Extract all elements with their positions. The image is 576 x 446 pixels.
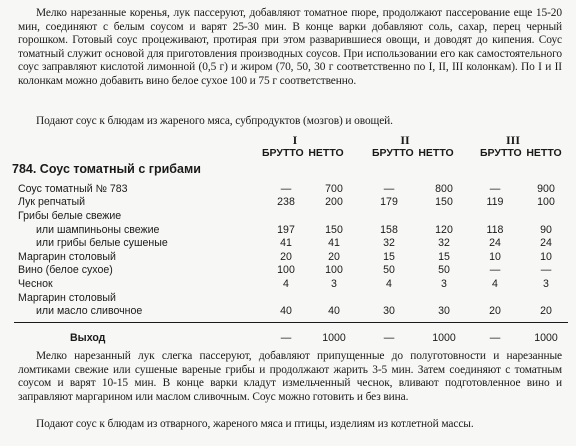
table-row	[18, 236, 570, 250]
cell-netto-2: 30	[438, 305, 450, 318]
cell-brutto-1: 4	[283, 277, 289, 290]
cell-netto-2: 32	[438, 237, 450, 250]
table-row	[18, 182, 570, 196]
yield-brutto-1: —	[280, 332, 292, 344]
cell-netto-2: 800	[435, 182, 453, 195]
cell-netto-1: 3	[331, 277, 337, 290]
cell-brutto-3: 4	[492, 277, 498, 290]
ingredient-name: Лук репчатый	[18, 196, 86, 209]
cell-netto-3: 20	[540, 305, 552, 318]
cell-brutto-2: 15	[383, 250, 395, 263]
cell-brutto-1: 40	[280, 305, 292, 318]
table-row	[18, 209, 570, 223]
brutto-header-1: БРУТТО	[262, 147, 304, 159]
yield-label: Выход	[70, 332, 106, 344]
intro-paragraph: Мелко нарезанные коренья, лук пассеруют, добавляют томатное пюре, продолжают пассерование еще 15-20 мин, соединяют с белым соусом и варят 25-30 мин. В конце варки добавляют соль, сахар, перец черный горошком. Готовый соус процеживают, протирая при этом разварившиеся овощи, и доводят до кипения. Соус томатный служит основой для приготовления производных соусов. При использовании его как самостоятельного соус заправляют кислотой лимонной (0,5 г) и жиром (70, 50, 30 г соответственно по I, II, III колонкам). По I и II колонкам можно добавить вино белое сухое 100 и 75 г соответственно.	[18, 7, 562, 87]
table-row	[18, 277, 570, 291]
table-row	[18, 196, 570, 210]
cell-brutto-1: 41	[280, 237, 292, 250]
cell-netto-1: 700	[325, 182, 343, 195]
yield-netto-3: 1000	[534, 332, 558, 344]
ingredient-name: Маргарин столовый	[18, 250, 116, 263]
cell-netto-1: 40	[328, 305, 340, 318]
cell-netto-1	[310, 291, 358, 305]
cell-netto-2: 50	[438, 264, 450, 277]
cell-netto-2: 3	[441, 277, 447, 290]
ingredient-name: Соус томатный № 783	[18, 182, 128, 195]
cell-brutto-2: 158	[380, 223, 398, 236]
netto-header-1: НЕТТО	[308, 147, 344, 159]
cell-netto-3: 100	[537, 196, 555, 209]
cell-brutto-3: —	[489, 182, 501, 195]
cell-netto-1: 200	[325, 196, 343, 209]
ingredient-name: или грибы белые сушеные	[36, 237, 168, 250]
cell-brutto-3	[468, 291, 522, 305]
method-paragraph: Мелко нарезанный лук слегка пассеруют, добавляют припущенные до полуготовности и нарезанные ломтиками свежие или сушеные вареные грибы и продолжают жарить 3-5 мин. Затем соединяют с томатным соусом и варят 10-15 мин. В конце варки кладут измельченный чеснок, вливают подготовленное вино и заправляют маргарином или маслом сливочным. Соус можно готовить и без вина.	[18, 350, 562, 403]
ingredient-table	[18, 182, 570, 318]
cell-brutto-3: 20	[489, 305, 501, 318]
table-row	[18, 304, 570, 318]
table-row	[18, 250, 570, 264]
cell-netto-3: 90	[540, 223, 552, 236]
table-row	[18, 264, 570, 278]
table-bottom-rule	[14, 322, 568, 323]
brutto-header-3: БРУТТО	[480, 147, 522, 159]
cell-brutto-1	[262, 291, 310, 305]
cell-netto-2: 120	[435, 223, 453, 236]
cell-brutto-3: 118	[486, 223, 504, 236]
cell-brutto-2: 179	[380, 196, 398, 209]
yield-row	[18, 331, 570, 345]
cell-brutto-3	[468, 209, 522, 223]
ingredient-name: Маргарин столовый	[18, 291, 116, 304]
ingredient-name: Грибы белые свежие	[18, 209, 122, 222]
cell-netto-3: 10	[540, 250, 552, 263]
column-group-3-label: III	[505, 133, 520, 147]
cell-brutto-3: —	[489, 264, 501, 277]
column-group-1-label: I	[292, 133, 298, 147]
brutto-header-2: БРУТТО	[372, 147, 414, 159]
column-group-2-label: II	[400, 133, 410, 147]
cell-netto-1: 20	[328, 250, 340, 263]
cell-netto-2	[420, 209, 468, 223]
recipe-title: 784. Соус томатный с грибами	[12, 162, 201, 176]
table-row	[18, 223, 570, 237]
cell-netto-3: —	[540, 264, 552, 277]
cell-brutto-1: —	[280, 182, 292, 195]
serving-note-1: Подают соус к блюдам из жареного мяса, субпродуктов (мозгов) и овощей.	[36, 115, 393, 127]
yield-netto-1: 1000	[322, 332, 346, 344]
netto-header-2: НЕТТО	[418, 147, 454, 159]
cell-brutto-1: 197	[277, 223, 295, 236]
cell-brutto-1: 20	[280, 250, 292, 263]
netto-header-3: НЕТТО	[526, 147, 562, 159]
cell-netto-1	[310, 209, 358, 223]
cell-netto-3	[522, 209, 570, 223]
ingredient-name: Вино (белое сухое)	[18, 264, 113, 277]
cell-brutto-3: 119	[486, 196, 504, 209]
cell-netto-1: 41	[328, 237, 340, 250]
cell-netto-2: 150	[435, 196, 453, 209]
serving-note-2: Подают соус к блюдам из отварного, жареного мяса и птицы, изделиям из котлетной массы.	[36, 418, 474, 430]
cell-brutto-1: 100	[277, 264, 295, 277]
cell-brutto-2: —	[383, 182, 395, 195]
cell-netto-1: 100	[325, 264, 343, 277]
ingredient-name: Чеснок	[18, 277, 53, 290]
cell-brutto-3: 10	[489, 250, 501, 263]
cell-netto-3: 900	[537, 182, 555, 195]
ingredient-name: или масло сливочное	[36, 305, 143, 318]
cell-netto-2	[420, 291, 468, 305]
yield-brutto-3: —	[489, 332, 501, 344]
cell-brutto-2: 32	[383, 237, 395, 250]
yield-netto-2: 1000	[432, 332, 456, 344]
yield-brutto-2: —	[383, 332, 395, 344]
cell-brutto-2	[358, 209, 420, 223]
cell-netto-2: 15	[438, 250, 450, 263]
cell-brutto-2: 4	[386, 277, 392, 290]
ingredient-name: или шампиньоны свежие	[36, 223, 160, 236]
cell-brutto-1	[262, 209, 310, 223]
cell-brutto-2	[358, 291, 420, 305]
cell-netto-1: 150	[325, 223, 343, 236]
cell-brutto-1: 238	[277, 196, 295, 209]
cell-netto-3: 24	[540, 237, 552, 250]
cell-netto-3	[522, 291, 570, 305]
table-row	[18, 291, 570, 305]
cell-brutto-3: 24	[489, 237, 501, 250]
cell-brutto-2: 30	[383, 305, 395, 318]
cell-netto-3: 3	[543, 277, 549, 290]
cell-brutto-2: 50	[383, 264, 395, 277]
